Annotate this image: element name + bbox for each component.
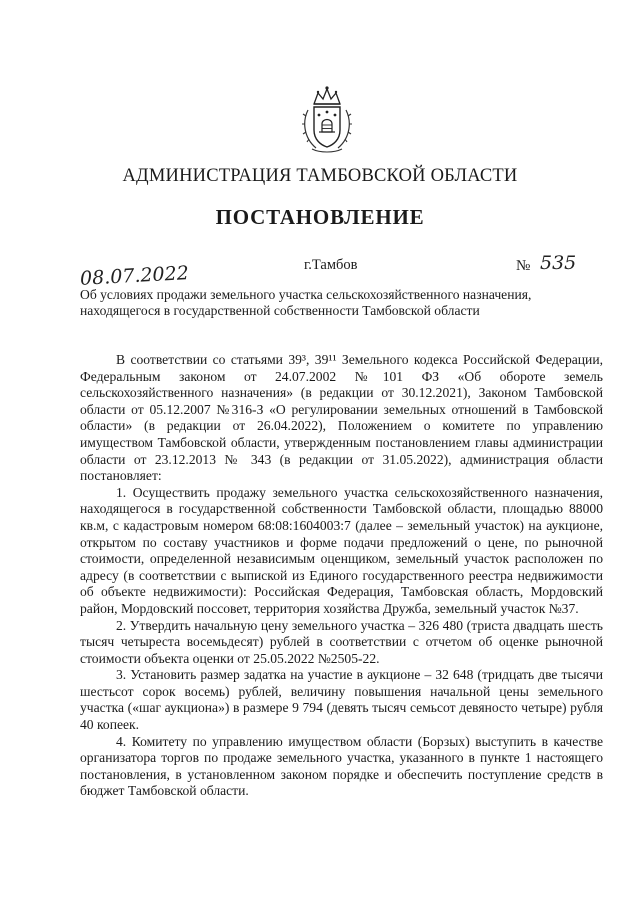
clause-4-paragraph: 4. Комитету по управлению имуществом области (Борзых) выступить в качестве организатора торгов по продаже земельного участка, указанного в пункте 1 настоящего постановления, в установленном законом порядке и обеспечить поступление средств в бюджет Тамбовской области.	[80, 733, 603, 799]
clause-2-paragraph: 2. Утвердить начальную цену земельного участка – 326 480 (триста двадцать шесть тысяч четыреста восемьдесят) рублей в соответствии с отчетом об оценке рыночной стоимости объекта оценки от 25.05.2022 №2505-22.	[80, 617, 603, 666]
city: г.Тамбов	[304, 257, 358, 273]
number-sign: №	[516, 258, 531, 274]
organization-title: АДМИНИСТРАЦИЯ ТАМБОВСКОЙ ОБЛАСТИ	[122, 166, 518, 186]
handwritten-date: 08.07.2022	[79, 262, 190, 290]
tambov-coat-of-arms-emblem	[300, 84, 354, 154]
preamble-paragraph: В соответствии со статьями 39³, 39¹¹ Земельного кодекса Российской Федерации, Федеральным законом от 24.07.2002 №101 ФЗ «Об обороте земель сельскохозяйственного назначения» (в редакции от 30.12.2021), Законом Тамбовской области от 05.12.2007 №316-З «О регулировании земельных отношений в Тамбовской области» (в редакции от 26.04.2022), Положением о комитете по управлению имуществом Тамбовской области, утвержденным постановлением главы администрации области от 23.12.2013 № 343 (в редакции от 31.05.2022), администрация области постановляет:	[80, 352, 603, 484]
document-subject: Об условиях продажи земельного участка сельскохозяйственного назначения, находящегося в государственной собственности Тамбовской области	[80, 287, 532, 318]
clause-1-paragraph: 1. Осуществить продажу земельного участка сельскохозяйственного назначения, находящегося в государственной собственности Тамбовской области, площадью 88000 кв.м, с кадастровым номером 68:08:1604003:7 (далее – земельный участок) на аукционе, открытом по составу участников и форме подачи предложений о цене, по рыночной стоимости, определенной независимым оценщиком, земельный участок расположен по адресу (в соответствии с выпиской из Единого государственного реестра недвижимости об объекте недвижимости): Российская Федерация, Тамбовская область, Мордовский район, Мордовский поссовет, территория хозяйства Дружба, земельный участок №37.	[80, 484, 603, 616]
document-body	[80, 352, 603, 800]
handwritten-document-number: 535	[540, 252, 577, 274]
clause-3-paragraph: 3. Установить размер задатка на участие в аукционе – 32 648 (тридцать две тысячи шестьсот сорок восемь) рублей, величину повышения начальной цены земельного участка («шаг аукциона») в размере 9 794 (девять тысяч семьсот девяносто четыре) рубля 40 копеек.	[80, 667, 603, 733]
document-type-title: ПОСТАНОВЛЕНИЕ	[215, 205, 425, 229]
